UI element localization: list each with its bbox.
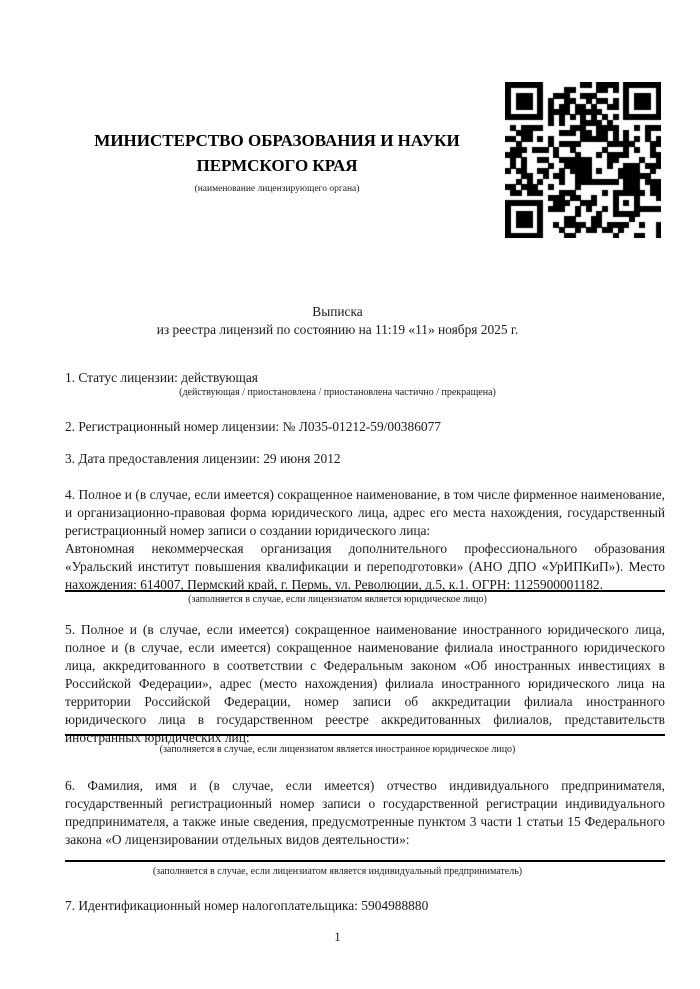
legal-entity-section	[65, 486, 665, 594]
legal-entity-value: Автономная некоммерческая организация дополнительного профессионального образования «Уральский институт повышения квалификации и переподготовки» (АНО ДПО «УрИПКиП»). Место нахождения: 614007, Пермский край, г. Пермь, ул. Революции, д.5, к.1. ОГРН: 1125900001182.	[65, 541, 665, 592]
entrepreneur-section: 6. Фамилия, имя и (в случае, если имеется) отчество индивидуального предпринимателя, государственный регистрационный номер записи о государственной регистрации индивидуального предпринимателя, а также иные сведения, предусмотренные пунктом 3 части 1 статьи 15 Федерального закона «О лицензировании отдельных видов деятельности»:	[65, 778, 665, 847]
foreign-entity-caption: (заполняется в случае, если лицензиатом является иностранное юридическое лицо)	[159, 744, 516, 755]
qr-code	[505, 82, 661, 238]
fill-line-foreign-entity	[65, 734, 665, 736]
page-number: 1	[334, 929, 341, 944]
title-line2: из реестра лицензий по состоянию на 11:19 «11» ноября 2025 г.	[156, 321, 519, 337]
fill-line-legal-entity	[65, 590, 665, 592]
grant-date-line: 3. Дата предоставления лицензии: 29 июня 2012	[65, 451, 341, 466]
ministry-caption: (наименование лицензирующего органа)	[194, 184, 360, 194]
title-line1: Выписка	[312, 304, 363, 319]
legal-entity-label: 4. Полное и (в случае, если имеется) сокращенное наименование, в том числе фирменное наименование, и организационно-правовая форма юридического лица, адрес его места нахождения, государственный регистрационный номер записи о создании юридического лица:	[65, 487, 665, 538]
fill-line-entrepreneur	[65, 860, 665, 862]
taxpayer-number-line: 7. Идентификационный номер налогоплательщика: 5904988880	[65, 898, 429, 913]
entrepreneur-caption: (заполняется в случае, если лицензиатом является индивидуальный предприниматель)	[152, 866, 523, 877]
licensing-authority-block	[65, 128, 489, 194]
ministry-name-line1: МИНИСТЕРСТВО ОБРАЗОВАНИЯ И НАУКИ	[94, 131, 460, 150]
document-title	[65, 303, 610, 338]
legal-entity-caption: (заполняется в случае, если лицензиатом является юридическое лицо)	[188, 594, 487, 605]
foreign-entity-section: 5. Полное и (в случае, если имеется) сокращенное наименование иностранного юридического лица, полное и (в случае, если имеется) сокращенное наименование филиала иностранного юридического лица, аккредитованного в соответствии с Федеральным законом «Об иностранных инвестициях в Российской Федерации», адрес (место нахождения) филиала иностранного юридического лица на территории Российской Федерации, номер записи об аккредитации филиала иностранного юридического лица в государственном реестре аккредитованных филиалов, представительств иностранных юридических лиц:	[65, 622, 665, 745]
status-options-caption: (действующая / приостановлена / приостановлена частично / прекращена)	[179, 387, 496, 398]
ministry-name-line2: ПЕРМСКОГО КРАЯ	[196, 156, 358, 175]
registration-number-line: 2. Регистрационный номер лицензии: № Л035-01212-59/00386077	[65, 419, 441, 434]
license-status-line: 1. Статус лицензии: действующая	[65, 370, 258, 385]
